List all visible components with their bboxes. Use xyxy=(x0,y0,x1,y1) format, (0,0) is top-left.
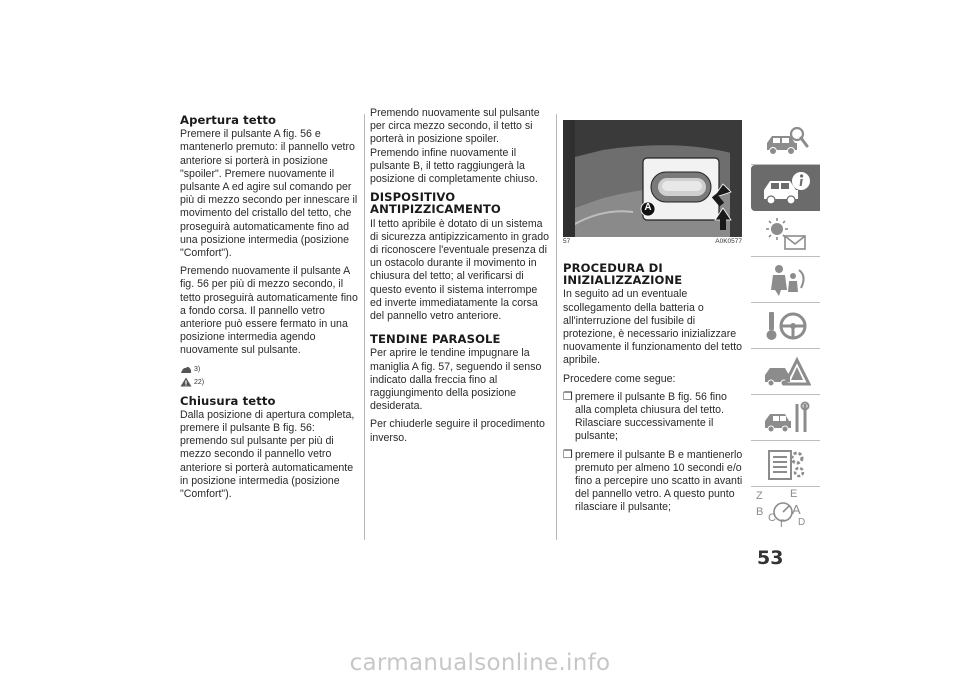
car-search-icon xyxy=(761,124,811,160)
figure-caption xyxy=(563,238,742,248)
figure-illustration xyxy=(563,120,742,237)
column-2 xyxy=(370,107,550,450)
index-letter: A xyxy=(792,502,801,517)
warning-triangle-icon xyxy=(180,377,192,387)
column-divider xyxy=(556,114,557,540)
sidebar-item-car-info[interactable] xyxy=(751,165,820,211)
section-sidebar xyxy=(751,119,820,535)
paragraph: Per chiuderle seguire il procedimento inverso. xyxy=(370,418,545,444)
index-letter: T xyxy=(778,518,785,530)
list-item: ❒ premere il pulsante B e mantienerlo premuto per almeno 10 secondi e/o fino a percepire uno scatto in avanti del pannello vetro. A questo punto rilasciare il pulsante; xyxy=(563,448,743,514)
light-message-icon xyxy=(761,216,811,252)
paragraph: Premendo nuovamente sul pulsante per circa mezzo secondo, il tetto si porterà in posizione spoiler. Premendo infine nuovamente il pulsante B, il tetto raggiungerà la posizione di completamente chiuso. xyxy=(370,107,540,186)
index-letter: B xyxy=(756,506,764,518)
watermark: carmanualsonline.info xyxy=(349,650,611,676)
figure-number: 57 xyxy=(563,238,571,245)
car-info-icon xyxy=(758,169,814,207)
sidebar-item-index[interactable] xyxy=(751,487,820,535)
heading-dispositivo-antipizzicamento: DISPOSITIVO ANTIPIZZICAMENTO xyxy=(370,190,501,217)
sidebar-item-emergency[interactable] xyxy=(751,349,820,395)
list-item: ❒ premere il pulsante B fig. 56 fino alla completa chiusura del tetto. Rilasciare successivamente il pulsante; xyxy=(563,390,727,443)
column-divider xyxy=(364,114,365,540)
paragraph: Il tetto apribile è dotato di un sistema di sicurezza antipizzicamento in grado di riconoscere l'eventuale presenza di un ostacolo durante il movimento in chiusura del tetto; al verificarsi di questo evento il sistema interrompe ed inverte immediatamente la corsa del pannello vetro anteriore. xyxy=(370,217,550,323)
index-letter: E xyxy=(790,488,798,500)
key-steering-icon xyxy=(761,308,811,344)
paragraph: Premere il pulsante A fig. 56 e mantenerlo premuto: il pannello vetro anteriore si porterà in posizione "spoiler". Premere nuovamente il pulsante A ed agire sul comando per più di mezzo secondo per innescare il movimento del cristallo del tetto, che proseguirà automaticamente fino ad una posizione intermedia (posizione "Comfort"). xyxy=(180,128,358,260)
car-tools-icon xyxy=(761,400,811,436)
index-letter: D xyxy=(798,517,806,528)
heading-apertura-tetto: Apertura tetto xyxy=(180,113,277,127)
paragraph: Dalla posizione di apertura completa, premere il pulsante B fig. 56: premendo sul pulsante per più di mezzo secondo il pannello vetro anteriore si porterà automaticamente in posizione intermedia (posizione "Comfort"). xyxy=(180,408,355,501)
warning-ref: 22) xyxy=(194,378,205,386)
column-3 xyxy=(563,262,743,520)
steps-list xyxy=(563,391,743,515)
heading-tendine-parasole: TENDINE PARASOLE xyxy=(370,332,501,347)
paragraph: In seguito ad un eventuale scollegamento della batteria o all'interruzione del fusibile di protezione, è necessario inizializzare nuovamente il funzionamento del tetto apribile. xyxy=(563,288,743,367)
sidebar-item-maintenance[interactable] xyxy=(751,395,820,441)
sidebar-item-lights-messages[interactable] xyxy=(751,211,820,257)
paragraph: Procedere come segue: xyxy=(563,372,676,385)
paragraph: Per aprire le tendine impugnare la maniglia A fig. 57, seguendo il senso indicato dalla freccia fino al raggiungimento della posizione desiderata. xyxy=(370,347,542,413)
column-1 xyxy=(180,114,358,506)
checkbox-bullet-icon: ❒ xyxy=(563,390,573,403)
heading-chiusura-tetto: Chiusura tetto xyxy=(180,393,276,408)
figure-label-a: A xyxy=(644,202,652,213)
caution-ref: 3) xyxy=(194,365,201,373)
index-letter: Z xyxy=(756,490,763,502)
sidebar-item-starting-driving[interactable] xyxy=(751,303,820,349)
heading-procedura-inizializzazione: PROCEDURA DI INIZIALIZZAZIONE xyxy=(563,261,683,288)
sidebar-item-car-search[interactable] xyxy=(751,119,820,165)
car-warning-icon xyxy=(761,354,811,390)
list-settings-icon xyxy=(761,446,811,482)
index-letter: C xyxy=(768,512,776,524)
paragraph: Premendo nuovamente il pulsante A fig. 56 per più di mezzo secondo, il tetto proseguirà automaticamente fino a fondo corsa. Il pannello vetro anteriore può essere fermato in una posizione intermedia agendo nuovamente sul pulsante. xyxy=(180,265,358,357)
figure-sunshade-handle xyxy=(563,120,742,237)
warning-note xyxy=(180,376,358,389)
sidebar-item-safety[interactable] xyxy=(751,257,820,303)
figure-code: A0K0577 xyxy=(715,238,742,245)
checkbox-bullet-icon: ❒ xyxy=(563,448,573,461)
person-safety-icon xyxy=(761,262,811,298)
sidebar-item-technical-data[interactable] xyxy=(751,441,820,487)
caution-note xyxy=(180,363,358,376)
caution-icon xyxy=(180,364,192,374)
page-number: 53 xyxy=(757,547,784,569)
